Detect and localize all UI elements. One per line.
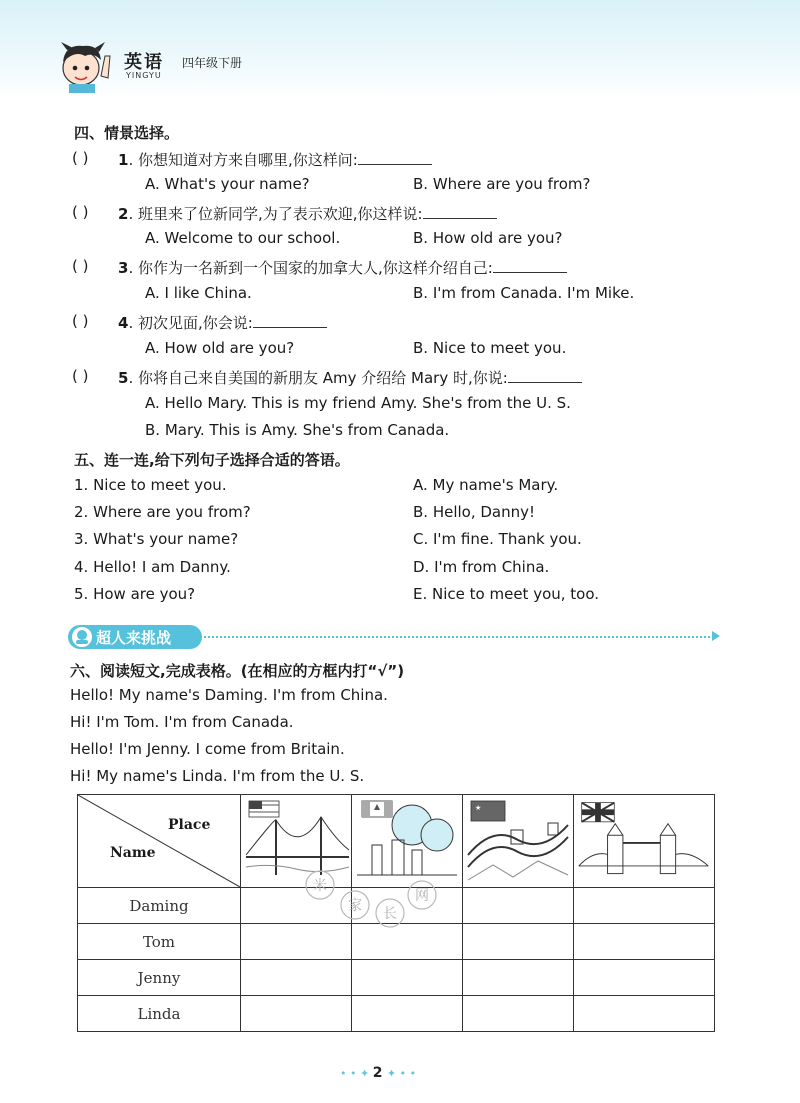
uk-tower-bridge-icon	[574, 795, 714, 887]
check-cell[interactable]	[574, 996, 715, 1032]
answer-blank[interactable]	[358, 150, 432, 165]
answer-blank[interactable]	[423, 204, 497, 219]
name-cell: Daming	[78, 888, 241, 924]
match-left-item[interactable]: 1. Nice to meet you.	[74, 476, 227, 494]
table-corner-cell	[78, 795, 241, 888]
match-right-item[interactable]: A. My name's Mary.	[413, 476, 559, 494]
passage-line: Hello! My name's Daming. I'm from China.	[70, 686, 388, 704]
check-cell[interactable]	[463, 888, 574, 924]
name-cell: Jenny	[78, 960, 241, 996]
option-a: A. Hello Mary. This is my friend Amy. She's from the U. S.	[145, 394, 571, 412]
option-a: A. Welcome to our school.	[145, 229, 341, 247]
watermark-char: 米	[313, 878, 327, 894]
place-china-cell	[463, 795, 574, 888]
check-cell[interactable]	[463, 996, 574, 1032]
match-right-item[interactable]: D. I'm from China.	[413, 558, 550, 576]
answer-paren[interactable]: ( )	[72, 203, 89, 221]
answer-paren[interactable]: ( )	[72, 367, 89, 385]
svg-text:★: ★	[475, 804, 482, 812]
answer-blank[interactable]	[493, 258, 567, 273]
match-right-item[interactable]: B. Hello, Danny!	[413, 503, 536, 521]
option-b: B. Nice to meet you.	[413, 339, 567, 357]
name-cell: Linda	[78, 996, 241, 1032]
dot-icon: ✦ • •	[386, 1067, 417, 1080]
match-right-item[interactable]: E. Nice to meet you, too.	[413, 585, 600, 603]
question-1: 1. 你想知道对方来自哪里,你这样问:	[118, 149, 432, 170]
option-b: B. How old are you?	[413, 229, 563, 247]
page-number: 2	[372, 1065, 383, 1081]
arrow-right-icon	[712, 631, 720, 641]
watermark-char: 长	[383, 906, 397, 922]
banner-label: 超人来挑战	[96, 629, 172, 647]
watermark-char: 家	[348, 898, 362, 914]
answer-paren[interactable]: ( )	[72, 257, 89, 275]
banner-dotted-line	[204, 636, 714, 638]
passage-line: Hi! I'm Tom. I'm from Canada.	[70, 713, 294, 731]
answer-blank[interactable]	[253, 313, 327, 328]
option-b: B. Mary. This is Amy. She's from Canada.	[145, 421, 450, 439]
grade-label: 四年级下册	[182, 56, 243, 70]
check-cell[interactable]	[574, 888, 715, 924]
match-left-item[interactable]: 5. How are you?	[74, 585, 196, 603]
passage-line: Hi! My name's Linda. I'm from the U. S.	[70, 767, 365, 785]
subject-title: 英语	[124, 52, 164, 73]
passage-line: Hello! I'm Jenny. I come from Britain.	[70, 740, 345, 758]
check-cell[interactable]	[352, 960, 463, 996]
option-a: A. What's your name?	[145, 175, 310, 193]
check-cell[interactable]	[463, 960, 574, 996]
section4-title: 四、情景选择。	[74, 124, 180, 142]
place-label: Place	[168, 817, 211, 833]
question-5: 5. 你将自己来自美国的新朋友 Amy 介绍给 Mary 时,你说:	[118, 367, 582, 388]
page-footer	[340, 1065, 416, 1081]
match-left-item[interactable]: 3. What's your name?	[74, 530, 239, 548]
option-a: A. How old are you?	[145, 339, 295, 357]
page-header	[0, 0, 800, 100]
mascot-boy-icon	[55, 38, 117, 93]
china-great-wall-icon	[463, 795, 573, 887]
subject-pinyin: YINGYU	[126, 71, 162, 80]
check-cell[interactable]	[241, 960, 352, 996]
match-right-item[interactable]: C. I'm fine. Thank you.	[413, 530, 582, 548]
option-a: A. I like China.	[145, 284, 252, 302]
answer-paren[interactable]: ( )	[72, 312, 89, 330]
diagonal-line	[78, 795, 240, 887]
watermark-char: 网	[415, 888, 429, 904]
match-left-item[interactable]: 4. Hello! I am Danny.	[74, 558, 231, 576]
answer-blank[interactable]	[508, 368, 582, 383]
check-cell[interactable]	[241, 996, 352, 1032]
option-b: B. Where are you from?	[413, 175, 591, 193]
section5-title: 五、连一连,给下列句子选择合适的答语。	[74, 451, 350, 469]
watermark-stamp	[300, 855, 440, 945]
name-label: Name	[110, 845, 156, 861]
section6-title: 六、阅读短文,完成表格。(在相应的方框内打“√”)	[70, 662, 405, 680]
option-b: B. I'm from Canada. I'm Mike.	[413, 284, 635, 302]
question-4: 4. 初次见面,你会说:	[118, 312, 327, 333]
check-cell[interactable]	[352, 996, 463, 1032]
dot-icon: • • ✦	[340, 1067, 373, 1080]
table-row	[78, 996, 715, 1032]
place-uk-cell	[574, 795, 715, 888]
match-left-item[interactable]: 2. Where are you from?	[74, 503, 251, 521]
question-3: 3. 你作为一名新到一个国家的加拿大人,你这样介绍自己:	[118, 257, 567, 278]
answer-paren[interactable]: ( )	[72, 149, 89, 167]
table-row	[78, 960, 715, 996]
check-cell[interactable]	[463, 924, 574, 960]
check-cell[interactable]	[574, 924, 715, 960]
check-cell[interactable]	[574, 960, 715, 996]
question-2: 2. 班里来了位新同学,为了表示欢迎,你这样说:	[118, 203, 497, 224]
name-cell: Tom	[78, 924, 241, 960]
